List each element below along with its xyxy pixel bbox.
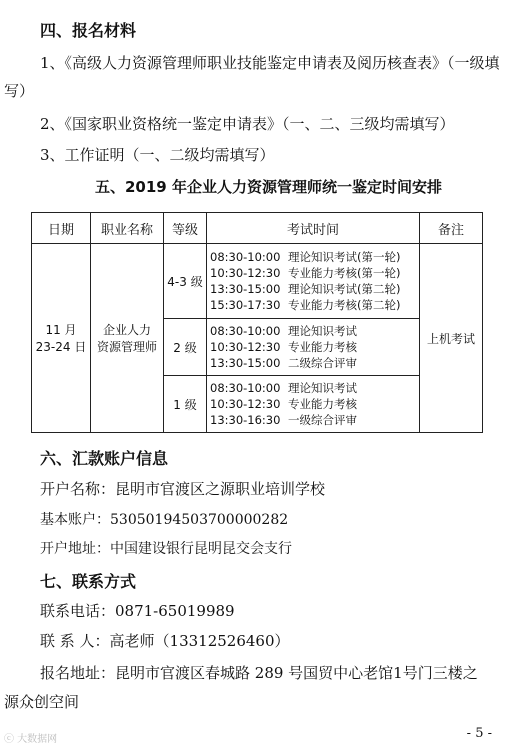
list-item: 10:30-12:30 专业能力考核(第一轮) <box>210 266 401 280</box>
time-slots <box>207 244 420 319</box>
signup-address-cont: 源众创空间 <box>4 693 80 711</box>
note-cell: 上机考试 <box>420 244 483 433</box>
watermark: ⓒ 大数据网 <box>4 734 58 745</box>
list-item: 08:30-10:00 理论知识考试 <box>210 324 357 338</box>
page-number: - 5 - <box>466 726 492 741</box>
material-item-3: 3、工作证明（一、二级均需填写） <box>40 146 275 164</box>
contact-phone: 联系电话：0871-65019989 <box>40 602 235 620</box>
header-date: 日期 <box>32 213 91 244</box>
list-item: 08:30-10:00 理论知识考试 <box>210 381 357 395</box>
list-item: 15:30-17:30 专业能力考核(第二轮) <box>210 298 401 312</box>
list-item: 10:30-12:30 专业能力考核 <box>210 397 357 411</box>
time-slots <box>207 319 420 376</box>
job-cell: 企业人力 资源管理师 <box>91 244 164 433</box>
bank-address: 开户地址：中国建设银行昆明昆交会支行 <box>40 541 292 557</box>
list-item: 13:30-15:00 二级综合评审 <box>210 356 357 370</box>
header-level: 等级 <box>164 213 207 244</box>
level-cell: 1 级 <box>164 376 207 433</box>
material-item-1: 1、《高级人力资源管理师职业技能鉴定申请表及阅历核查表》（一级填 <box>40 54 500 72</box>
level-cell: 4-3 级 <box>164 244 207 319</box>
time-slots <box>207 376 420 433</box>
list-item: 10:30-12:30 专业能力考核 <box>210 340 357 354</box>
section-4-title: 四、报名材料 <box>40 21 137 40</box>
account-name: 开户名称：昆明市官渡区之源职业培训学校 <box>40 480 326 498</box>
section-5-title: 五、2019 年企业人力资源管理师统一鉴定时间安排 <box>95 178 442 196</box>
list-item: 13:30-15:00 理论知识考试(第二轮) <box>210 282 401 296</box>
account-number: 基本账户：53050194503700000282 <box>40 512 289 528</box>
level-cell: 2 级 <box>164 319 207 376</box>
contact-person: 联 系 人：高老师（13312526460） <box>40 632 290 650</box>
section-6-title: 六、汇款账户信息 <box>40 449 169 468</box>
header-time: 考试时间 <box>207 213 420 244</box>
material-item-1-cont: 写） <box>4 82 35 100</box>
signup-address: 报名地址：昆明市官渡区春城路 289 号国贸中心老馆1号门三楼之 <box>40 664 478 682</box>
date-cell: 11 月 23-24 日 <box>32 244 91 433</box>
header-note: 备注 <box>420 213 483 244</box>
list-item: 13:30-16:30 一级综合评审 <box>210 413 357 427</box>
material-item-2: 2、《国家职业资格统一鉴定申请表》（一、二、三级均需填写） <box>40 115 455 133</box>
table-row <box>32 244 483 319</box>
exam-schedule-table <box>31 212 483 433</box>
section-7-title: 七、联系方式 <box>40 572 137 591</box>
table-header-row <box>32 213 483 244</box>
header-job: 职业名称 <box>91 213 164 244</box>
list-item: 08:30-10:00 理论知识考试(第一轮) <box>210 250 401 264</box>
